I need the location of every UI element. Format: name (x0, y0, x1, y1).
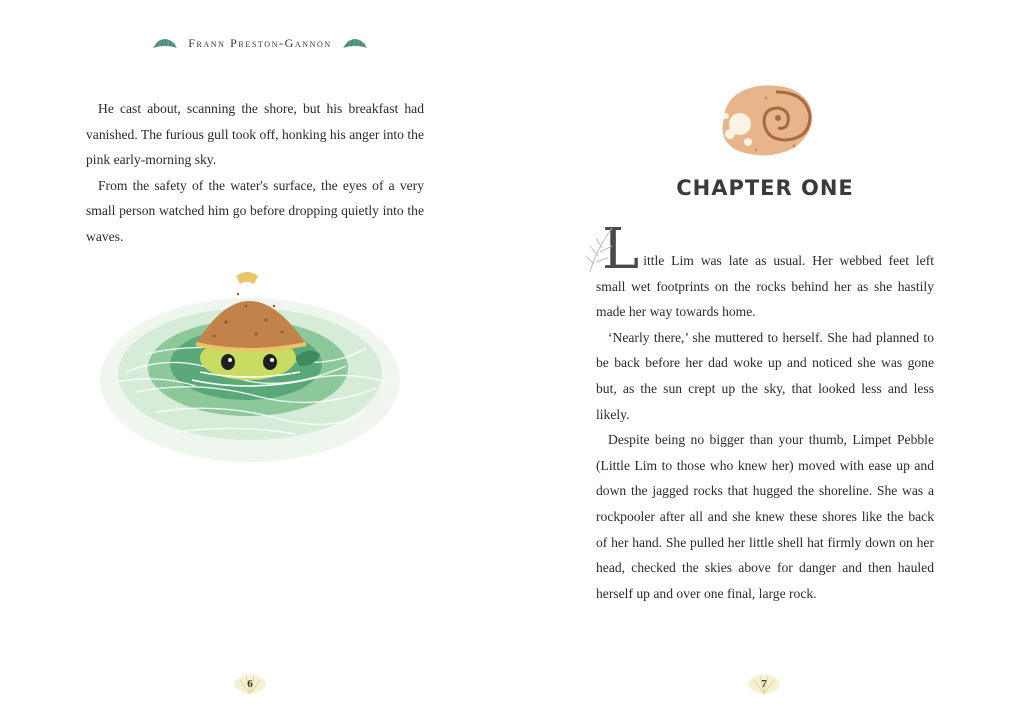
paragraph: From the safety of the water's surface, the eyes of a very small person watched him go before dropping quietly into the waves. (86, 177, 424, 244)
author-name: Frann Preston-Gannon (188, 36, 332, 50)
page-number-left: 6 (230, 672, 270, 696)
paragraph: ‘Nearly there,’ she muttered to herself. She had planned to be back before her dad woke up and noticed she was gone but, as the sun crept up the sky, that looked less and less likely. (596, 329, 934, 422)
seaweed-sprig-icon (582, 220, 622, 285)
right-page-text (596, 217, 934, 606)
page-number-right: 7 (744, 672, 784, 696)
snail-shell-illustration (706, 78, 822, 164)
chapter-title: CHAPTER ONE (676, 176, 854, 200)
leaf-ornament-icon (342, 38, 368, 50)
paragraph: Despite being no bigger than your thumb, Limpet Pebble (Little Lim to those who knew her) moved with ease up and down the jagged rocks that hugged the shoreline. She was a rockpooler after all and she knew these shores like the back of her hand. She pulled her little shell hat firmly down on her head, checked the skies above for danger and then hauled herself up and over one final, large rock. (596, 432, 934, 601)
left-page-text (86, 96, 424, 250)
right-page (510, 0, 1020, 724)
paragraph: ittle Lim was late as usual. Her webbed feet left small wet footprints on the rocks behind her as she hastily made her way towards home. (596, 253, 934, 320)
running-head (140, 36, 380, 51)
drop-cap: L (602, 217, 640, 282)
paragraph: He cast about, scanning the shore, but his breakfast had vanished. The furious gull took off, honking his anger into the pink early-morning sky. (86, 101, 424, 168)
leaf-ornament-icon (152, 38, 178, 50)
first-paragraph (596, 217, 934, 325)
limpet-in-water-illustration (96, 262, 404, 472)
